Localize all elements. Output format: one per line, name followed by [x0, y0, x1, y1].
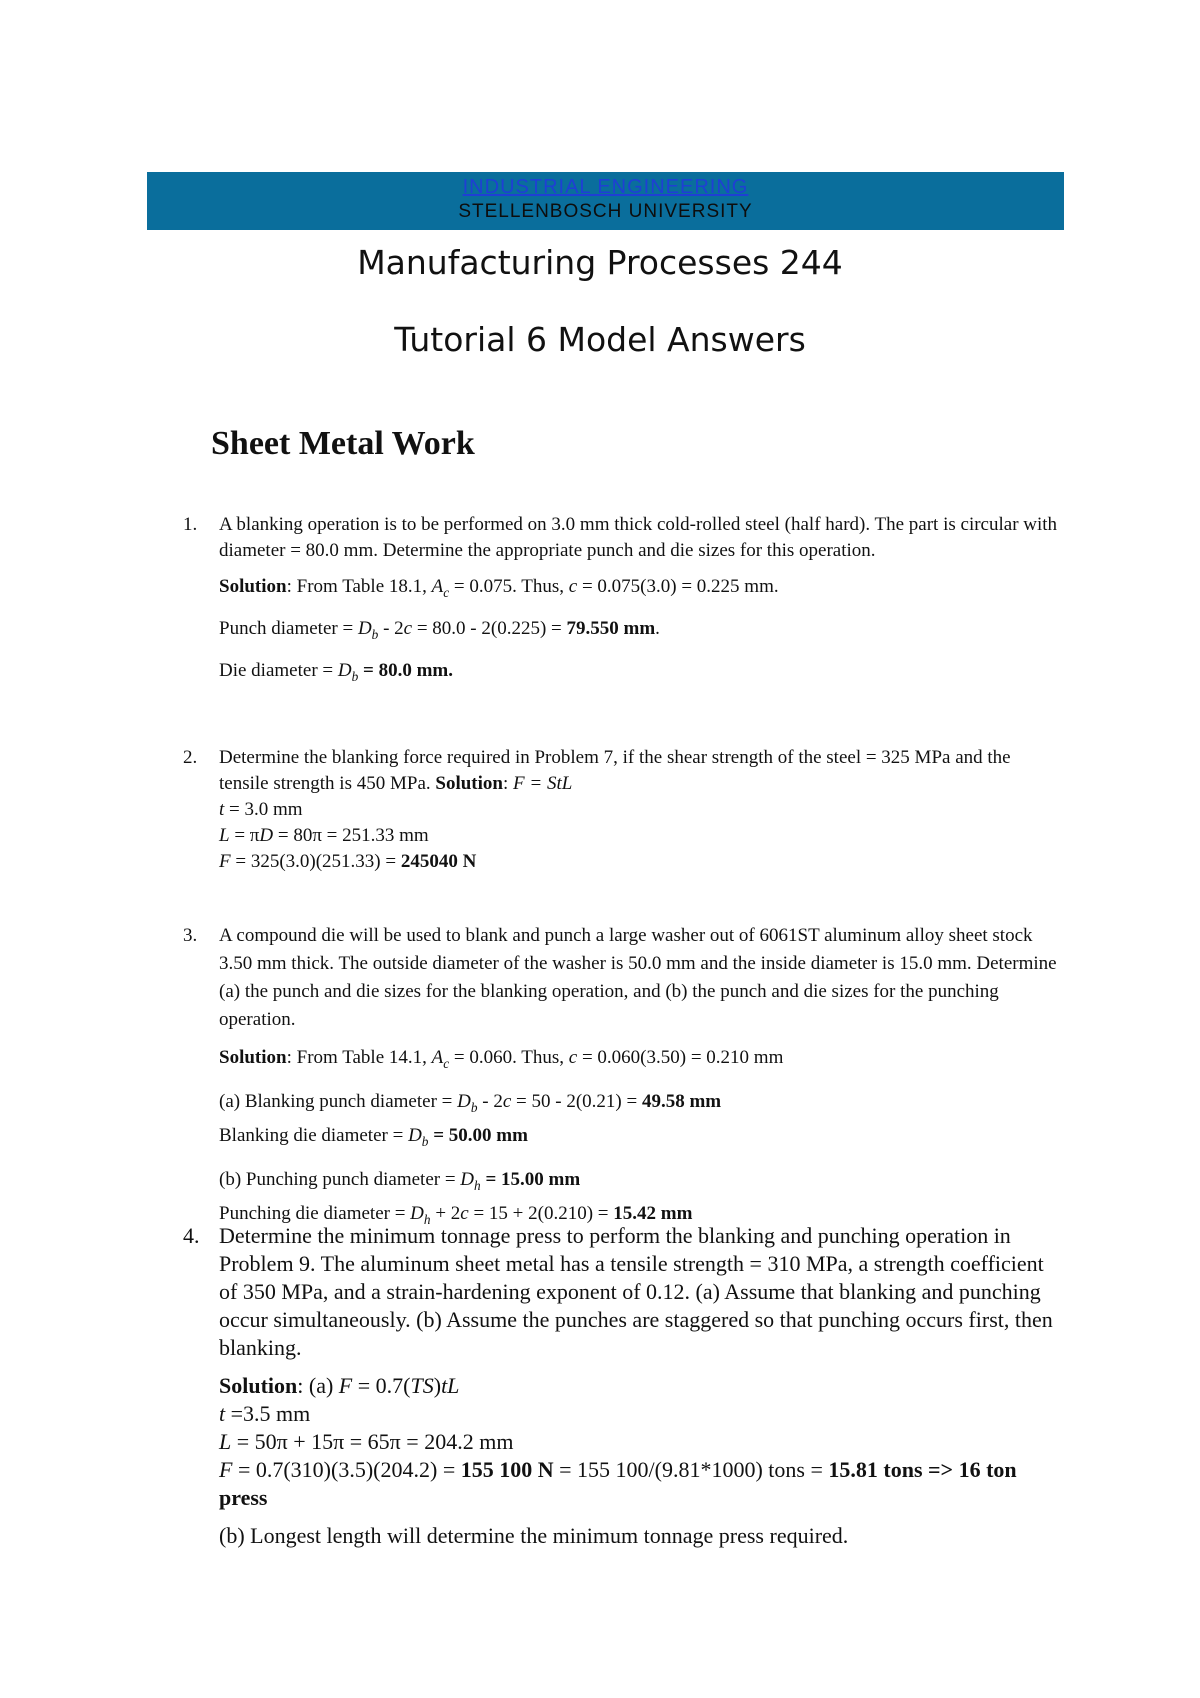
question-text: A compound die will be used to blank and punch a large washer out of 6061ST aluminum alloy sheet stock 3.50 mm thick. The outside diameter of the washer is 50.0 mm and the inside diameter is 15.0 mm. Determine (a) the punch and die sizes for the blanking operation, and (b) the punch and die sizes for the punching operation.	[219, 925, 1057, 1030]
question-number: 3.	[183, 925, 198, 946]
force-line: F = 325(3.0)(251.33) = 245040 N	[219, 851, 477, 872]
question-text: Determine the blanking force required in Problem 7, if the shear strength of the steel = 325 MPa and the tensile strength is 450 MPa. Solution: F = StL	[219, 747, 1011, 794]
page-subtitle: Tutorial 6 Model Answers	[394, 320, 806, 359]
header-banner	[147, 172, 1064, 230]
solution-line: Solution: From Table 18.1, $A_c = 0.075$. Thus, c = 0.075(3.0) = 0.225 mm.	[219, 576, 779, 600]
question-2	[183, 745, 1063, 875]
length-line: L = 50π + 15π = 65π = 204.2 mm	[219, 1429, 514, 1454]
question-4	[183, 1222, 1063, 1550]
force-line: F = 0.7(310)(3.5)(204.2) = 155 100 N = 155 100/(9.81*1000) tons = 15.81 tons => 16 ton press	[219, 1457, 1017, 1510]
university-name: STELLENBOSCH UNIVERSITY	[458, 201, 753, 222]
question-number: 2.	[183, 747, 198, 768]
punching-die-line: Punching die diameter = $D_h + 2c = 15 + 2(0.210) = 15.42$ mm	[219, 1203, 693, 1227]
department-link[interactable]: INDUSTRIAL ENGINEERING	[462, 176, 749, 198]
question-1	[183, 512, 1063, 690]
thickness-line: t =3.5 mm	[219, 1401, 311, 1426]
thickness-line: t = 3.0 mm	[219, 799, 303, 820]
die-diameter-line: Die diameter = $D_b = 80.0$ mm.	[219, 660, 453, 684]
question-3	[183, 922, 1063, 1234]
blanking-die-line: Blanking die diameter = $D_b = 50.00$ mm	[219, 1125, 528, 1149]
blanking-punch-line: (a) Blanking punch diameter = $D_b - 2c = 50 - 2(0.21) = 49.58$ mm	[219, 1091, 722, 1115]
page-title: Manufacturing Processes 244	[357, 243, 843, 282]
question-text: Determine the minimum tonnage press to perform the blanking and punching operation in Problem 9. The aluminum sheet metal has a tensile strength = 310 MPa, a strength coefficient of 350 MPa, and a strain-hardening exponent of 0.12. (a) Assume that blanking and punching occur simultaneously. (b) Assume the punches are staggered so that punching occurs first, then blanking.	[219, 1223, 1053, 1360]
punching-punch-line: (b) Punching punch diameter = $D_h = 15.00$ mm	[219, 1169, 581, 1193]
solution-line: Solution: From Table 14.1, $A_c = 0.060$. Thus, c = 0.060(3.50) = 0.210 mm	[219, 1047, 784, 1071]
question-text: A blanking operation is to be performed on 3.0 mm thick cold-rolled steel (half hard). The part is circular with diameter = 80.0 mm. Determine the appropriate punch and die sizes for this operation.	[219, 514, 1058, 561]
part-b-line: (b) Longest length will determine the minimum tonnage press required.	[219, 1523, 849, 1548]
section-heading: Sheet Metal Work	[211, 425, 475, 462]
solution-line: Solution: (a) F = 0.7(TS)tL	[219, 1373, 460, 1398]
question-number: 4.	[183, 1223, 200, 1248]
question-number: 1.	[183, 514, 198, 535]
length-line: L = πD = 80π = 251.33 mm	[219, 825, 429, 846]
punch-diameter-line: Punch diameter = $D_b - 2c = 80.0 - 2(0.225) = 79.550$ mm.	[219, 618, 660, 642]
